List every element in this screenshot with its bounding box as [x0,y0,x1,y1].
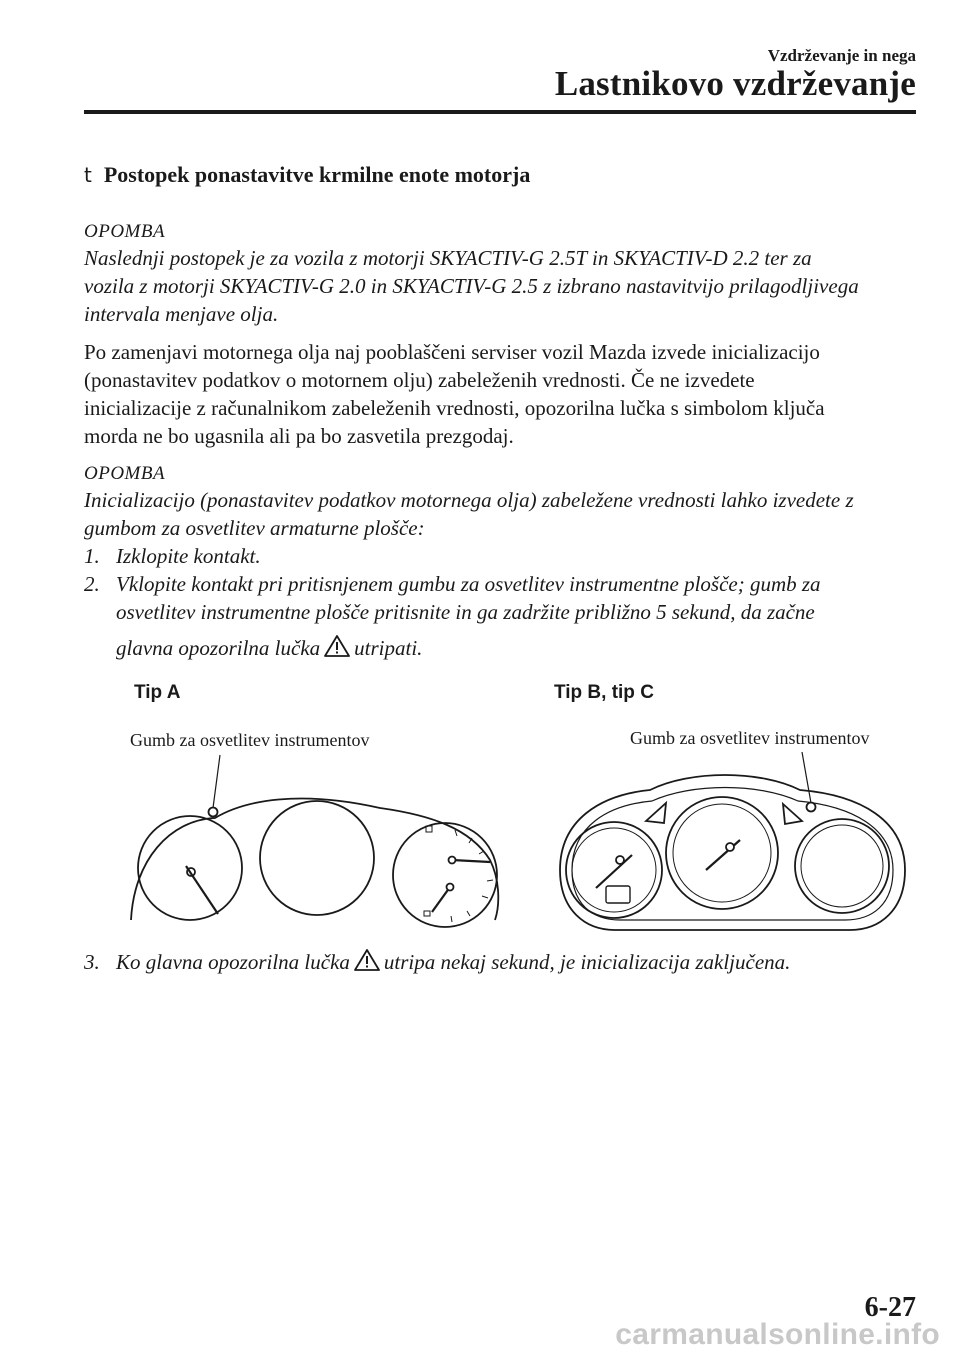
page-title: Lastnikovo vzdrževanje [554,64,916,103]
type-a-left-gauge [138,816,242,920]
step-text: osvetlitev instrumentne plošče pritisnite in ga zadržite približno 5 sekund, da začne [116,600,815,624]
type-a-right-needle-lower [432,887,450,912]
type-bc-illumination-button [807,803,816,812]
step-1 [84,542,261,570]
warning-triangle-icon [354,949,380,971]
step-text-last [84,634,821,662]
type-a-cluster [131,755,498,927]
note1-label: OPOMBA [84,221,166,242]
type-bc-right-gauge [795,819,889,913]
note1-line: vozila z motorji SKYACTIV-G 2.0 in SKYACTIV-G 2.5 z izbrano nastavitvijo prilagodljivega [84,274,859,298]
type-bc-left-turn-indicator [646,803,666,823]
step-text: Izklopite kontakt. [116,544,261,568]
type-a-housing [131,799,498,920]
type-a-callout: Gumb za osvetlitev instrumentov [130,730,370,750]
chapter-title: Vzdrževanje in nega [767,46,916,65]
type-a-label: Tip A [134,682,181,703]
type-bc-inner-housing [572,788,893,921]
type-bc-cluster [560,752,905,930]
note1-line: Naslednji postopek je za vozila z motorji SKYACTIV-G 2.5T in SKYACTIV-D 2.2 ter za [84,246,812,270]
type-a-right-needle-upper [452,860,490,862]
type-bc-outer-housing [560,775,905,930]
watermark: carmanualsonline.info [615,1318,940,1351]
step-text: glavna opozorilna lučka [116,636,321,660]
type-a-illumination-button [209,808,218,817]
type-bc-right-turn-indicator [783,804,802,824]
note2-line: gumbom za osvetlitev armaturne plošče: [84,516,425,540]
type-bc-left-gauge [566,822,662,918]
header-rule [84,110,916,114]
note2-text [84,486,916,542]
paragraph-line: morda ne bo ugasnila ali pa bo zasvetila prezgodaj. [84,424,514,448]
step-text: utripati. [354,636,423,660]
type-bc-label: Tip B, tip C [554,682,654,703]
type-bc-left-needle [596,855,632,888]
step-text: utripa nekaj sekund, je inicializacija zaključena. [383,950,791,974]
type-a-right-gauge [393,823,497,927]
step-number: 1. [84,544,100,568]
step-3 [84,948,790,976]
paragraph-line: Po zamenjavi motornega olja naj pooblaščeni serviser vozil Mazda izvede inicializacijo [84,340,820,364]
page-number: 6-27 [864,1292,916,1323]
type-bc-callout: Gumb za osvetlitev instrumentov [630,728,870,748]
type-bc-center-needle [706,840,740,870]
warning-triangle-icon [324,635,350,657]
type-a-leader-line [213,755,220,808]
note2-line: Inicializacijo (ponastavitev podatkov motornega olja) zabeležene vrednosti lahko izvedete z [84,488,854,512]
type-bc-leader-line [802,752,811,803]
step-number: 3. [84,950,100,974]
type-a-left-needle [186,866,218,914]
paragraph-line: inicializacije z računalnikom zabeleženih vrednosti, opozorilna lučka s simbolom ključa [84,396,825,420]
type-bc-center-gauge [666,797,778,909]
type-a-center-display [260,801,374,915]
step-text: Ko glavna opozorilna lučka [116,950,350,974]
section-heading [84,162,530,188]
step-number: 2. [84,572,100,596]
note1-text [84,244,916,328]
step-2 [84,570,821,662]
note1-line: intervala menjave olja. [84,302,279,326]
step-text: Vklopite kontakt pri pritisnjenem gumbu za osvetlitev instrumentne plošče; gumb za [116,572,821,596]
note2-label: OPOMBA [84,463,166,484]
body-paragraph [84,338,916,450]
type-a-left-needle-hub [187,868,195,876]
type-bc-left-display [606,886,630,903]
section-bullet: t [84,163,92,187]
section-title: Postopek ponastavitve krmilne enote motorja [103,162,531,187]
paragraph-line: (ponastavitev podatkov o motornem olju) zabeleženih vrednosti. Če ne izvedete [84,368,755,392]
